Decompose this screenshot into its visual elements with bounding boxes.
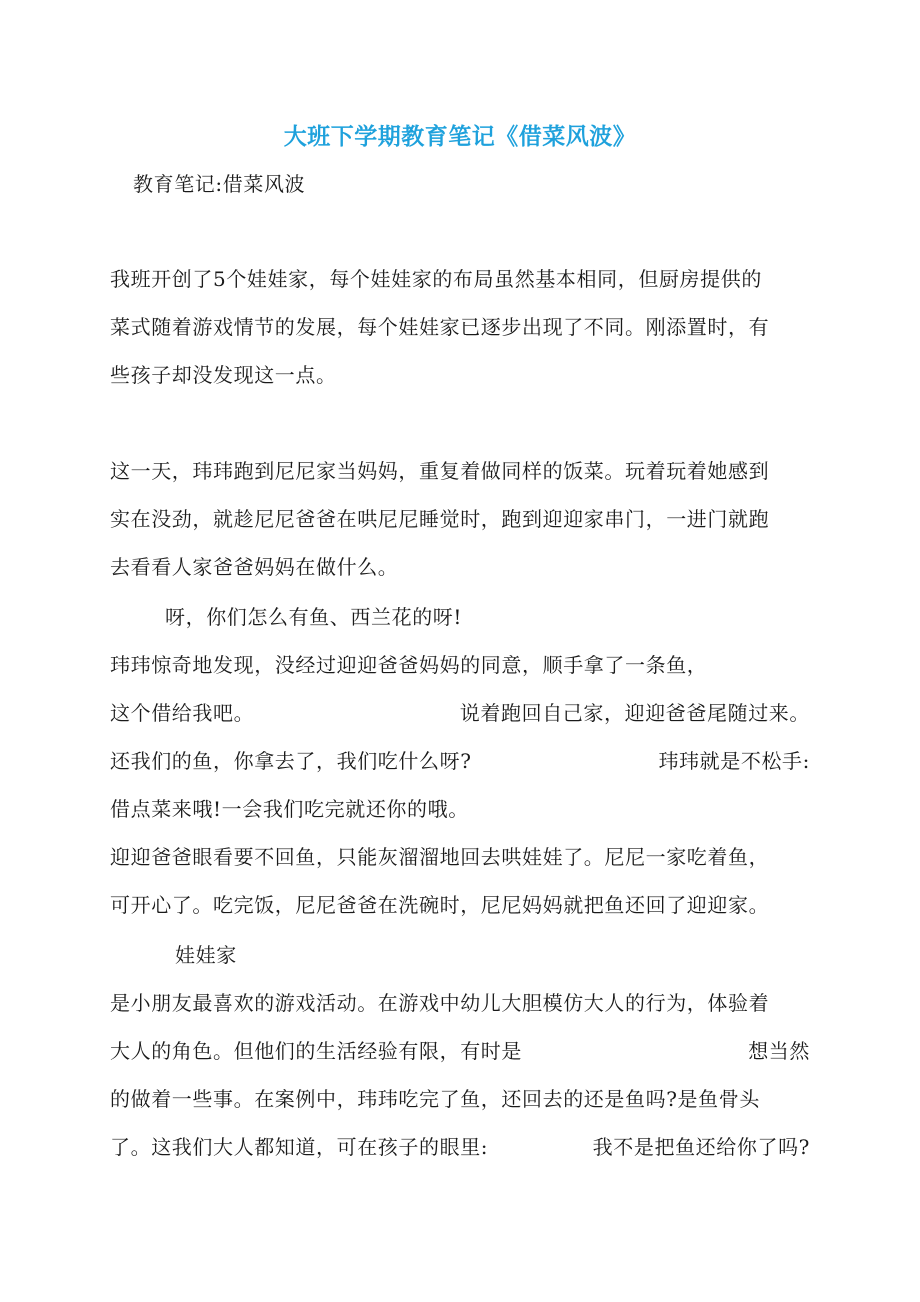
document-subtitle: 教育笔记:借菜风波 xyxy=(133,172,306,196)
paragraph-2-line-3: 去看看人家爸爸妈妈在做什么。 xyxy=(110,555,399,579)
paragraph-3-line-2: 玮玮惊奇地发现，没经过迎迎爸爸妈妈的同意，顺手拿了一条鱼， xyxy=(110,653,708,677)
paragraph-4-heading: 娃娃家 xyxy=(175,943,237,967)
document-title: 大班下学期教育笔记《借菜风波》 xyxy=(283,123,637,150)
paragraph-1-line-1: 我班开创了5个娃娃家，每个娃娃家的布局虽然基本相同，但厨房提供的 xyxy=(110,267,762,291)
paragraph-3-line-4-right: 玮玮就是不松手: xyxy=(658,749,810,773)
paragraph-3-line-5: 借点菜来哦!一会我们吃完就还你的哦。 xyxy=(110,797,469,821)
paragraph-4-line-3: 的做着一些事。在案例中，玮玮吃完了鱼，还回去的还是鱼吗?是鱼骨头 xyxy=(110,1087,760,1111)
paragraph-4-line-2 xyxy=(110,1037,810,1065)
paragraph-4-line-4 xyxy=(110,1133,810,1161)
paragraph-3-line-4-left: 还我们的鱼，你拿去了，我们吃什么呀? xyxy=(110,749,472,773)
paragraph-2-line-2: 实在没劲，就趁尼尼爸爸在哄尼尼睡觉时，跑到迎迎家串门，一进门就跑 xyxy=(110,507,770,531)
paragraph-3-line-3-left: 这个借给我吧。 xyxy=(110,701,255,725)
paragraph-3-line-6: 迎迎爸爸眼看要不回鱼，只能灰溜溜地回去哄娃娃了。尼尼一家吃着鱼， xyxy=(110,845,770,869)
paragraph-3-quote: 呀，你们怎么有鱼、西兰花的呀! xyxy=(165,605,463,629)
paragraph-4-line-4-right: 我不是把鱼还给你了吗? xyxy=(592,1135,810,1159)
paragraph-2-line-1: 这一天，玮玮跑到尼尼家当妈妈，重复着做同样的饭菜。玩着玩着她感到 xyxy=(110,459,770,483)
paragraph-4-line-4-left: 了。这我们大人都知道，可在孩子的眼里: xyxy=(110,1135,489,1159)
paragraph-4-line-1: 是小朋友最喜欢的游戏活动。在游戏中幼儿大胆模仿大人的行为，体验着 xyxy=(110,991,770,1015)
paragraph-3-line-3-right: 说着跑回自己家，迎迎爸爸尾随过来。 xyxy=(459,701,810,725)
paragraph-4-line-2-right: 想当然 xyxy=(748,1039,810,1063)
paragraph-3-line-7: 可开心了。吃完饭，尼尼爸爸在洗碗时，尼尼妈妈就把鱼还回了迎迎家。 xyxy=(110,893,770,917)
paragraph-1-line-2: 菜式随着游戏情节的发展，每个娃娃家已逐步出现了不同。刚添置时，有 xyxy=(110,315,770,339)
paragraph-3-line-3 xyxy=(110,699,810,727)
paragraph-3-line-4 xyxy=(110,747,810,775)
paragraph-4-line-2-left: 大人的角色。但他们的生活经验有限，有时是 xyxy=(110,1039,522,1063)
paragraph-1-line-3: 些孩子却没发现这一点。 xyxy=(110,363,337,387)
